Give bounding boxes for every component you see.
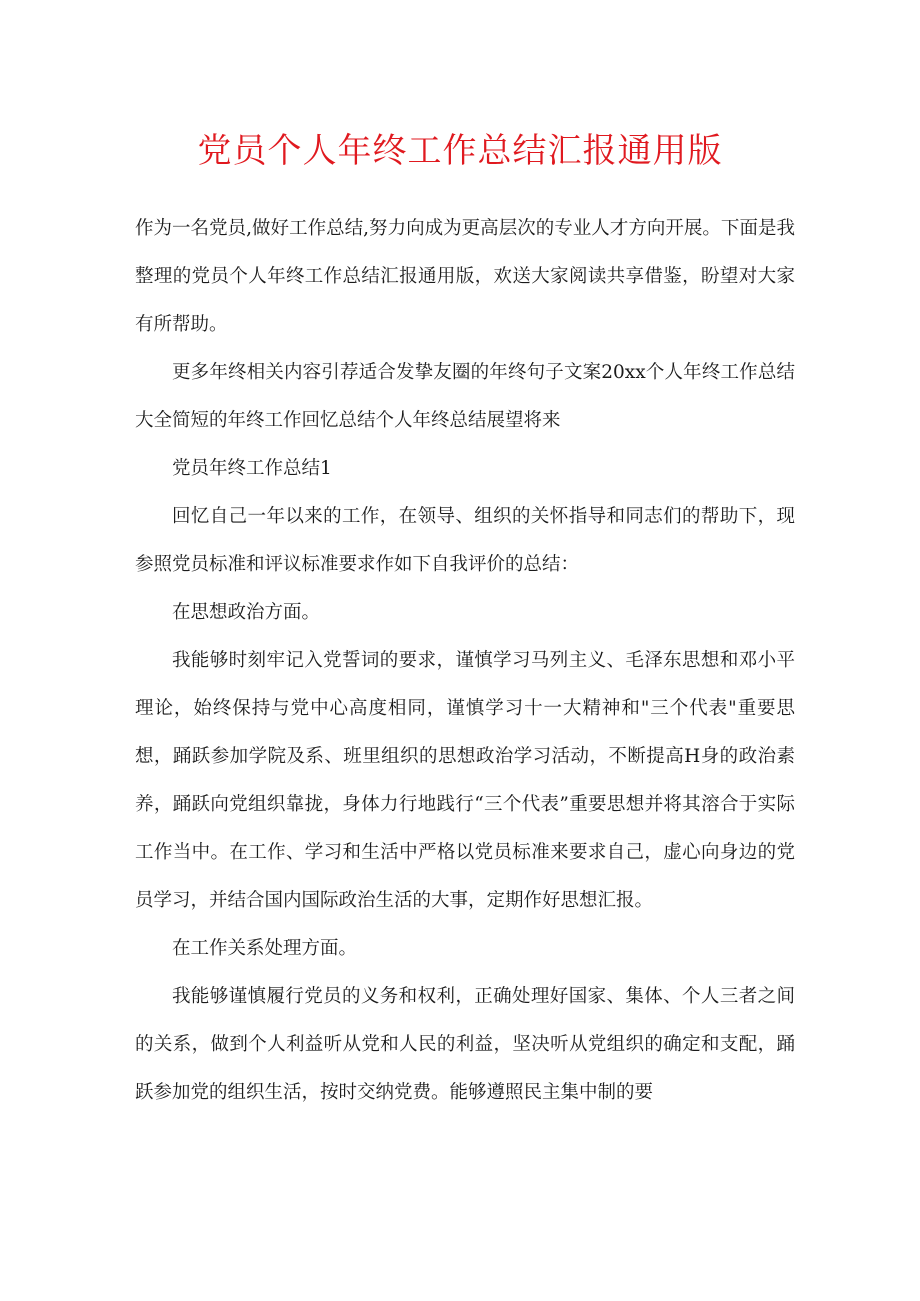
document-title: 党员个人年终工作总结汇报通用版	[197, 131, 723, 171]
section-heading-summary-1: 党员年终工作总结1	[172, 458, 332, 479]
subheading-work-relations: 在工作关系处理方面。	[172, 938, 358, 959]
document-body	[135, 205, 795, 1117]
subheading-ideology-politics: 在思想政治方面。	[172, 602, 321, 623]
paragraph-work-relations: 我能够谨慎履行党员的义务和权利，正确处理好国家、集体、个人三者之间的关系，做到个人利益听从党和人民的利益，坚决听从党组织的确定和支配，踊跃参加党的组织生活，按时交纳党费。能够遵照民主集中制的要	[135, 986, 795, 1103]
paragraph-intro: 作为一名党员,做好工作总结,努力向成为更高层次的专业人才方向开展。下面是我整理的党员个人年终工作总结汇报通用版，欢送大家阅读共享借鉴，盼望对大家有所帮助。	[135, 218, 795, 335]
paragraph-review: 回忆自己一年以来的工作，在领导、组织的关怀指导和同志们的帮助下，现参照党员标准和评议标准要求作如下自我评价的总结：	[135, 506, 795, 575]
paragraph-ideology-politics: 我能够时刻牢记入党誓词的要求，谨慎学习马列主义、毛泽东思想和邓小平理论，始终保持与党中心高度相同，谨慎学习十一大精神和"三个代表"重要思想，踊跃参加学院及系、班里组织的思想政治学习活动，不断提高H身的政治素养，踊跃向党组织靠拢，身体力行地践行“三个代表”重要思想并将其溶合于实际工作当中。在工作、学习和生活中严格以党员标准来要求自己，虚心向身边的党员学习，并结合国内国际政治生活的大事，定期作好思想汇报。	[135, 650, 795, 911]
paragraph-related-links: 更多年终相关内容引荐适合发挚友圈的年终句子文案20xx个人年终工作总结大全简短的年终工作回忆总结个人年终总结展望将来	[135, 362, 795, 431]
